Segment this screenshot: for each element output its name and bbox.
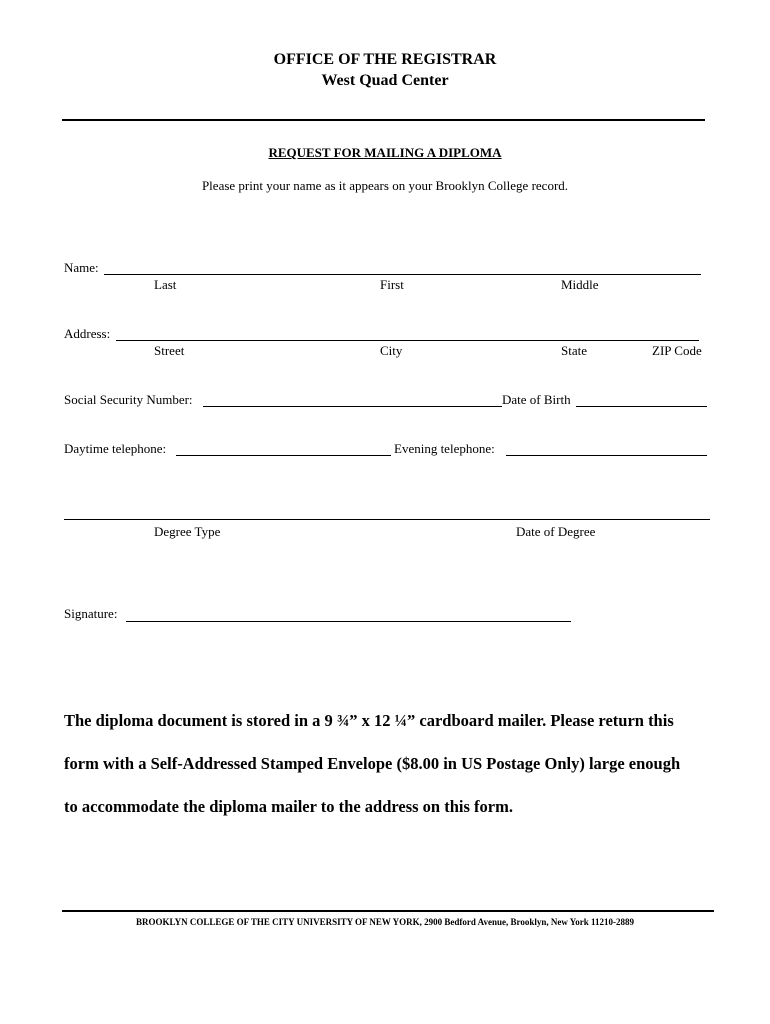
name-underline	[104, 274, 701, 275]
address-label: Address:	[64, 326, 111, 341]
eve-phone-label: Evening telephone:	[394, 441, 495, 456]
footer-address: BROOKLYN COLLEGE OF THE CITY UNIVERSITY OF NEW YORK, 2900 Bedford Avenue, Brooklyn, New York 11210-2889	[135, 917, 635, 927]
dob-underline	[576, 406, 707, 407]
ssn-input[interactable]	[203, 390, 506, 406]
day-phone-input[interactable]	[176, 439, 395, 455]
day-phone-label: Daytime telephone:	[64, 441, 167, 456]
notice-line-2: form with a Self-Addressed Stamped Envelope ($8.00 in US Postage Only) large enough	[64, 754, 681, 773]
address-sub-city: City	[380, 343, 403, 358]
name-sub-last: Last	[154, 277, 177, 292]
office-subtitle: West Quad Center	[321, 72, 449, 89]
name-label: Name:	[64, 260, 99, 275]
eve-phone-input[interactable]	[506, 439, 711, 455]
address-input[interactable]	[116, 324, 703, 340]
degree-date-input[interactable]	[390, 503, 712, 519]
office-title: OFFICE OF THE REGISTRAR	[273, 51, 497, 68]
address-sub-street: Street	[154, 343, 185, 358]
notice-line-3: to accommodate the diploma mailer to the address on this form.	[64, 797, 513, 816]
signature-underline	[126, 621, 571, 622]
degree-type-input[interactable]	[64, 503, 388, 519]
dob-input[interactable]	[576, 390, 711, 406]
notice-line-1: The diploma document is stored in a 9 ¾” x 12 ¼” cardboard mailer. Please return this	[64, 711, 674, 730]
ssn-label: Social Security Number:	[64, 392, 193, 407]
name-input[interactable]	[104, 258, 705, 274]
header-divider	[62, 119, 705, 121]
footer-divider	[62, 910, 714, 912]
signature-input[interactable]	[126, 605, 575, 621]
form-title: REQUEST FOR MAILING A DIPLOMA	[268, 145, 502, 160]
degree-underline	[64, 519, 710, 520]
address-sub-state: State	[561, 343, 587, 358]
name-sub-first: First	[380, 277, 404, 292]
degree-date-label: Date of Degree	[516, 524, 596, 539]
name-sub-middle: Middle	[561, 277, 599, 292]
ssn-underline	[203, 406, 502, 407]
address-underline	[116, 340, 699, 341]
address-sub-zip: ZIP Code	[652, 343, 702, 358]
form-instruction: Please print your name as it appears on your Brooklyn College record.	[201, 178, 569, 193]
dob-label: Date of Birth	[502, 392, 571, 407]
eve-phone-underline	[506, 455, 707, 456]
day-phone-underline	[176, 455, 391, 456]
degree-type-label: Degree Type	[154, 524, 221, 539]
signature-label: Signature:	[64, 606, 118, 621]
